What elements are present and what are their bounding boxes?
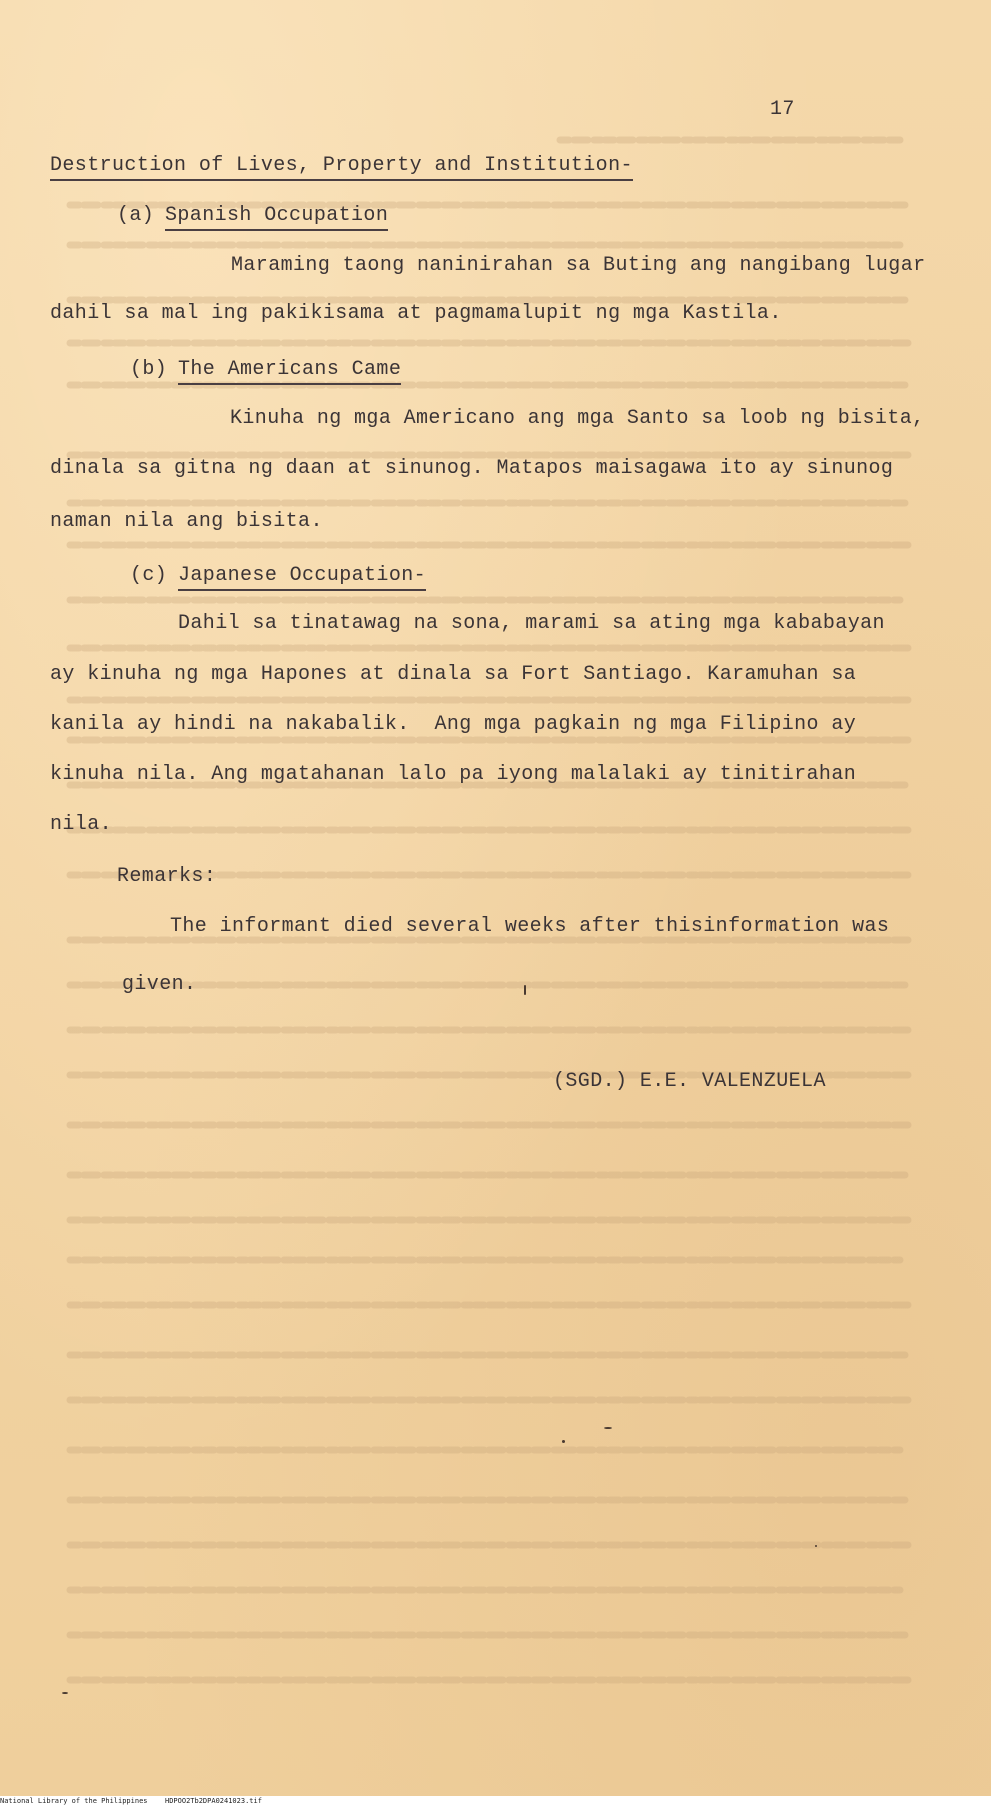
section-b-marker: (b) <box>130 358 168 381</box>
remarks-line: The informant died several weeks after thisinformation was <box>170 915 890 938</box>
section-a-line: dahil sa mal ing pakikisama at pagmamalupit ng mga Kastila. <box>50 302 782 325</box>
section-a-title: Spanish Occupation <box>165 204 388 231</box>
section-c-line: Dahil sa tinatawag na sona, marami sa ating mga kababayan <box>178 612 885 635</box>
section-c-line: kinuha nila. Ang mgatahanan lalo pa iyong malalaki ay tinitirahan <box>50 763 857 786</box>
page-heading: Destruction of Lives, Property and Institution- <box>50 154 633 181</box>
section-c-line: nila. <box>50 813 113 836</box>
ink-mark <box>815 1545 817 1547</box>
section-c-title: Japanese Occupation- <box>178 564 426 591</box>
ink-mark <box>562 1440 565 1443</box>
signature: (SGD.) E.E. VALENZUELA <box>553 1070 826 1093</box>
ink-mark <box>62 1692 68 1694</box>
section-a-marker: (a) <box>117 204 155 227</box>
section-b-title: The Americans Came <box>178 358 401 385</box>
ink-mark <box>524 985 526 995</box>
remarks-label: Remarks: <box>117 865 217 888</box>
section-b-line: naman nila ang bisita. <box>50 510 323 533</box>
footer-source: National Library of the Philippines <box>0 1797 148 1805</box>
section-c-marker: (c) <box>130 564 168 587</box>
section-a-line: Maraming taong naninirahan sa Buting ang nangibang lugar <box>231 254 926 277</box>
remarks-line: given. <box>122 973 197 996</box>
section-b-line: Kinuha ng mga Americano ang mga Santo sa loob ng bisita, <box>230 407 925 430</box>
ink-mark <box>604 1427 612 1429</box>
page-number: 17 <box>770 98 795 121</box>
section-c-line: kanila ay hindi na nakabalik. Ang mga pagkain ng mga Filipino ay <box>50 713 857 736</box>
scan-footer-strip <box>0 1796 991 1808</box>
footer-filename: HDPOO2Tb2DPA0241023.tif <box>165 1797 262 1805</box>
section-c-line: ay kinuha ng mga Hapones at dinala sa Fort Santiago. Karamuhan sa <box>50 663 857 686</box>
section-b-line: dinala sa gitna ng daan at sinunog. Matapos maisagawa ito ay sinunog <box>50 457 894 480</box>
